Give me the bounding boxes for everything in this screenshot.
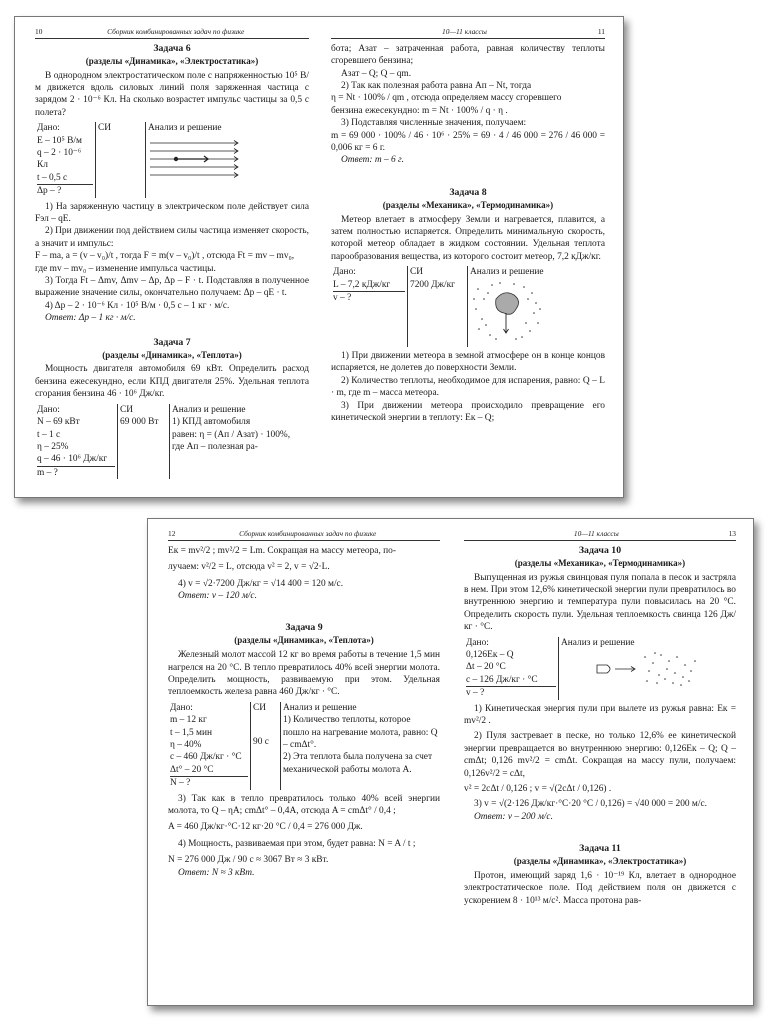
given-item: t – 1 с [37,429,61,440]
analysis-column [145,122,309,197]
analysis-column [558,637,736,700]
page-header [331,27,605,39]
analysis-column [280,702,440,790]
solution-step: η = Nt · 100% / qm , отсюда определяем массу сгоревшего [331,93,562,104]
si-value: 69 000 Вт [120,417,159,428]
given-item: E – 10⁵ В/м [37,135,82,146]
problem-title: Задача 10 [578,544,622,556]
given-item: c – 460 Дж/кг · °С [170,752,242,763]
given-item: t – 1,5 мин [170,727,213,738]
problem-text: Мощность двигателя автомобиля 69 кВт. Определить расход бензина ежесекундно, если КПД двигателя 25%. Удельная теплота сгорания бензина 46 · 10⁶ Дж/кг. [35,364,309,400]
given-column [331,266,407,347]
given-column [464,637,558,700]
given-table [35,122,309,197]
answer: Ответ: m – 6 г. [341,155,404,166]
problem-sections: (разделы «Динамика», «Теплота») [234,635,374,646]
solution-step: 1) При движении метеора в земной атмосфере он в конце концов испаряется, не долетев до поверхности Земли. [331,351,605,374]
solution-step: бензина ежесекундно: m = Nt · 100% / q · η . [331,105,508,116]
analysis-line: где Aп – полезная ра- [172,441,258,452]
analysis-header: Анализ и решение [172,404,246,415]
analysis-header: Анализ и решение [561,637,635,648]
solution-step: F – ma, a = (v – v₀)/t , тогда F = m(v – v₀)/t , отсюда Ft = mv – mv₀, [35,251,295,262]
page-header [168,529,440,541]
running-title: 10—11 классы [573,529,619,538]
running-title: 10—11 классы [442,27,487,36]
solution-step: 4) Δp – 2 · 10⁻⁶ Кл · 10⁵ В/м · 0,5 с – 1 кг · м/с. [45,300,230,311]
problem-text: Выпущенная из ружья свинцовая пуля попала в песок и застряла в нем. При этом 12,6% кинетической энергии пули превратилось во внутреннюю энергию и температура пули повысилась на 20 °С. Определить скорость пули. Удельная теплоемкость свинца 126 Дж/кг · °С. [464,572,736,633]
problem-sections: (разделы «Динамика», «Электростатика») [513,856,687,867]
analysis-line: 2) Эта теплота была получена за счет механической работы молота A. [283,752,433,775]
field-lines-diagram [148,137,244,181]
si-header: СИ [120,404,134,415]
given-table [331,266,605,347]
page-header [35,27,309,39]
given-item: v – ? [333,293,352,304]
problem-text: В однородном электростатическом поле с напряженностью 10⁵ В/м движется вдоль силовых линий поля заряженная частица с зарядом 2 · 10⁻⁶ Кл. На сколько возрастет импульс частицы за 0,5 с полета? [35,70,309,118]
given-item: L – 7,2 кДж/кг [333,279,405,292]
solution-step: 2) При движении под действием силы частица изменяет скорость, а значит и импульс: [35,226,309,249]
answer: Ответ: v – 200 м/с. [474,811,553,822]
page-number: 11 [597,27,605,36]
meteor-diagram [470,279,544,343]
problem-title: Задача 7 [153,336,191,348]
si-column [95,122,145,197]
solution-step: 3) Тогда Ft – Δmv, Δmv – Δp, Δp – F · t. Подставляя в полученное выражение значение силы, окончательно получаем: Δp – qE · t. [35,276,309,299]
problem-title: Задача 8 [449,186,487,198]
given-item: t – 0,5 с [37,172,93,185]
solution-step: Eк = mv²/2 ; mv²/2 = Lm. Сокращая на массу метеора, по- [168,545,396,556]
given-column [35,122,95,197]
solution-step: 1) Кинетическая энергия пули при вылете из ружья равна: Eк = mv²/2 . [464,703,736,727]
given-item: v – ? [466,688,485,699]
analysis-line: 1) Количество теплоты, которое пошло на нагревание молота, равно: Q – cmΔt°. [283,715,438,751]
given-item: m – ? [37,467,58,478]
analysis-header: Анализ и решение [283,702,357,713]
solution-step: 2) Количество теплоты, необходимое для испарения, равно: Q – L · m, где m – масса метеора. [331,375,605,399]
solution-step: 3) v = √(2·126 Дж/кг·°С·20 °С / 0,126) = √40 000 = 200 м/с. [474,799,707,810]
given-item: q – 2 · 10⁻⁶ Кл [37,148,82,171]
given-column [35,404,117,479]
problem-sections: (разделы «Динамика», «Теплота») [102,349,242,360]
solution-step: 3) Так как в тепло превратилось только 40% всей энергии молота, то Q – ηA; cmΔt° – 0,4A, отсюда A = cmΔt° / 0,4 ; [168,793,440,817]
given-table [35,404,309,479]
given-header: Дано: [466,637,489,648]
si-header: СИ [98,123,112,134]
solution-step: бота; Aзат – затраченная работа, равная количеству теплоты сгоревшего бензина; [331,43,605,67]
solution-step: N = 276 000 Дж / 90 с ≈ 3067 Вт ≈ 3 кВт. [168,855,329,866]
si-value: 7200 Дж/кг [410,279,455,290]
page-number: 10 [35,27,43,36]
page-10 [35,27,309,489]
answer: Ответ: Δp – 1 кг · м/с. [45,313,136,324]
si-column [407,266,467,347]
si-column [250,702,280,790]
given-item: η – 40% [170,740,202,751]
given-item: c – 126 Дж/кг · °С [466,674,556,687]
solution-step: 4) Мощность, развиваемая при этом, будет равна: N = A / t ; [178,838,416,849]
given-header: Дано: [37,123,60,134]
analysis-column [467,266,605,347]
solution-step: 1) На заряженную частицу в электрическом поле действует сила Fэл – qE. [35,201,309,225]
solution-step: 3) Подставляя численные значения, получаем: [341,118,527,129]
si-header: СИ [253,702,267,713]
running-title: Сборник комбинированных задач по физике [239,529,377,538]
given-item: η – 25% [37,441,69,452]
given-item: Δt – 20 °С [466,662,506,673]
given-table [464,637,736,700]
answer: Ответ: N ≈ 3 кВт. [178,867,255,878]
solution-step: 3) При движении метеора происходило превращение его кинетической энергии в теплоту: Eк – Q; [331,400,605,424]
given-item: N – ? [170,778,191,789]
problem-title: Задача 6 [153,42,191,54]
problem-text: Железный молот массой 12 кг во время работы в течение 1,5 мин нагрелся на 20 °С. В тепло превратилось 40% всей энергии молота. Определить мощность, развиваемую при этом. Удельная теплоемкость железа равна 460 Дж/кг · °С. [168,650,440,698]
problem-sections: (разделы «Динамика», «Электростатика») [85,55,259,66]
book-spread-bottom [147,518,754,1006]
problem-sections: (разделы «Механика», «Термодинамика») [382,199,554,210]
given-header: Дано: [37,404,60,415]
given-item: Δp – ? [37,186,62,197]
problem-sections: (разделы «Механика», «Термодинамика») [514,557,686,568]
analysis-line: 1) КПД автомобиля [172,417,251,428]
analysis-header: Анализ и решение [148,123,222,134]
given-header: Дано: [170,702,193,713]
given-item: m – 12 кг [170,715,207,726]
given-header: Дано: [333,267,356,278]
page-number: 12 [168,529,176,538]
bullet-sand-diagram [561,649,701,689]
solution-step: Aзат – Q; Q – qm. [341,68,412,79]
solution-step: v² = 2cΔt / 0,126 ; v = √(2cΔt / 0,126) . [464,784,612,795]
given-column [168,702,250,790]
book-spread-top [14,16,624,498]
given-item: 0,126Eк – Q [466,650,514,660]
problem-text: Протон, имеющий заряд 1,6 · 10⁻¹⁹ Кл, влетает в однородное электростатическое поле. Под действием поля он движется с ускорением 8 · 10¹³ м/с². Масса протона рав- [464,871,736,906]
problem-title: Задача 9 [285,622,323,634]
solution-step: 4) v = √2·7200 Дж/кг = √14 400 = 120 м/с. [178,578,344,589]
solution-step: A = 460 Дж/кг·°С·12 кг·20 °С / 0,4 = 276 000 Дж. [168,822,363,833]
page-11 [331,27,605,489]
si-header: СИ [410,267,424,278]
page-13 [464,529,736,997]
solution-step: лучаем: v²/2 = L, отсюда v² = 2, v = √2·L. [168,562,330,573]
given-table [168,702,440,790]
problem-text: Метеор влетает в атмосферу Земли и нагревается, плавится, а затем полностью испаряется. Определить минимальную скорость, которой метеор обладает в жидком состоянии. Удельная теплота парообразования вещества, из которого состоит метеор, 7,2 кДж/кг. [331,214,605,262]
solution-step: 2) Так как полезная работа равна Aп – Nt, тогда [341,80,532,91]
analysis-line: равен: η = (Aп / Aзат) · 100%, [172,429,291,440]
given-item: Δt° – 20 °С [170,764,248,777]
solution-step: 2) Пуля застревает в песке, но только 12,6% ее кинетической энергии превращается во внутреннюю энергию: 0,126Eк – Q; Q – cmΔt; 0,126 mv²/2 = cmΔt. Сокращая на массу пули, получаем: 0,126v²/2 = cΔt, [464,731,736,779]
problem-title: Задача 11 [579,843,621,855]
solution-step: где mv – mv₀ – изменение импульса частицы. [35,263,216,274]
page-header [464,529,736,541]
page-number: 13 [728,529,736,538]
si-column [117,404,169,479]
page-12 [168,529,440,997]
given-item: q – 46 · 10⁶ Дж/кг [37,453,115,466]
answer: Ответ: v – 120 м/с. [178,590,257,601]
given-item: N – 69 кВт [37,417,80,428]
si-value: 90 с [253,737,269,748]
solution-step: m = 69 000 · 100% / 46 · 10⁶ · 25% = 69 · 4 / 46 000 = 276 / 46 000 = 0,006 кг = 6 г. [331,130,605,154]
analysis-header: Анализ и решение [470,267,544,278]
running-title: Сборник комбинированных задач по физике [107,27,245,36]
analysis-column [169,404,309,479]
